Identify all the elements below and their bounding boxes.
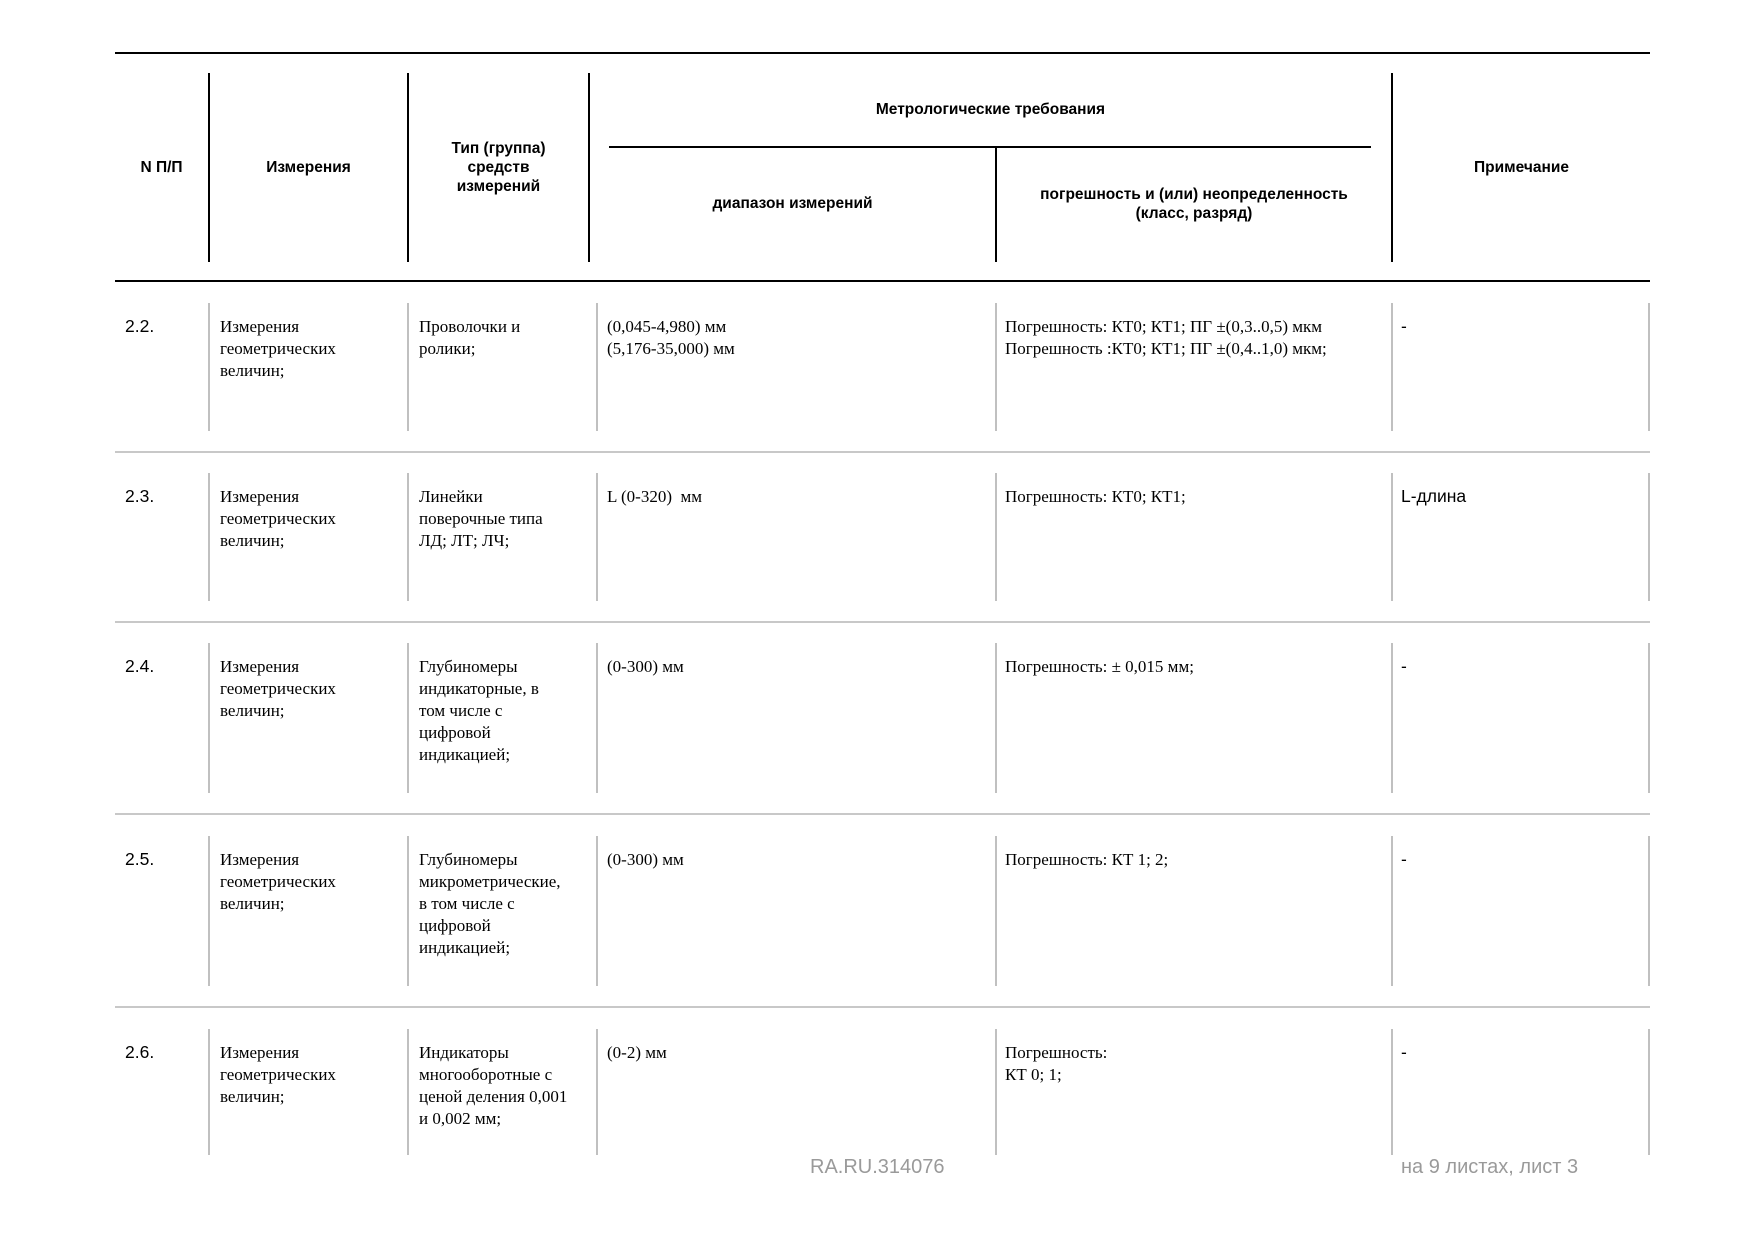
- row-type: Линейки поверочные типа ЛД; ЛТ; ЛЧ;: [419, 487, 543, 550]
- row-divider: [208, 836, 210, 986]
- row-divider: [995, 1029, 997, 1155]
- footer-page-info: на 9 листах, лист 3: [1401, 1156, 1579, 1178]
- row-error: Погрешность: КТ 1; 2;: [1005, 850, 1169, 869]
- row-divider: [208, 1029, 210, 1155]
- row-divider: [1648, 836, 1650, 986]
- row-error: Погрешность: ± 0,015 мм;: [1005, 657, 1194, 676]
- header-col-note: Примечание: [1474, 159, 1569, 176]
- header-col-type: Тип (группа) средств измерений: [451, 140, 546, 195]
- row-divider: [1648, 473, 1650, 601]
- header-col-error: погрешность и (или) неопределенность (класс, разряд): [1040, 186, 1348, 222]
- row-measurement: Измерения геометрических величин;: [220, 487, 336, 550]
- row-range: (0-300) мм: [607, 850, 684, 869]
- footer-accreditation-number: RA.RU.314076: [810, 1156, 945, 1178]
- row-type: Индикаторы многооборотные с ценой деления 0,001 и 0,002 мм;: [419, 1043, 568, 1128]
- row-divider: [995, 473, 997, 601]
- metro-subheader-rule: [609, 146, 1371, 148]
- header-col-measurements: Измерения: [266, 159, 351, 176]
- row-range: L (0-320) мм: [607, 487, 703, 506]
- row-divider: [995, 836, 997, 986]
- row-number: 2.4.: [125, 656, 155, 676]
- table-top-rule: [115, 52, 1650, 54]
- header-bottom-rule: [115, 280, 1650, 282]
- row-divider: [995, 303, 997, 431]
- row-error: Погрешность: КТ0; КТ1; ПГ ±(0,3..0,5) мкм Погрешность :КТ0; КТ1; ПГ ±(0,4..1,0) мкм;: [1005, 317, 1327, 358]
- row-separator: [115, 451, 1650, 453]
- row-divider: [208, 303, 210, 431]
- row-number: 2.6.: [125, 1042, 155, 1062]
- row-divider: [995, 643, 997, 793]
- row-separator: [115, 813, 1650, 815]
- row-divider: [1648, 1029, 1650, 1155]
- row-divider: [596, 303, 598, 431]
- row-divider: [596, 836, 598, 986]
- row-divider: [407, 303, 409, 431]
- row-error: Погрешность: КТ 0; 1;: [1005, 1043, 1108, 1084]
- row-divider: [407, 836, 409, 986]
- row-note: -: [1401, 656, 1407, 676]
- row-note: -: [1401, 316, 1407, 336]
- row-divider: [407, 1029, 409, 1155]
- header-col-range: диапазон измерений: [712, 195, 873, 212]
- row-number: 2.2.: [125, 316, 155, 336]
- row-measurement: Измерения геометрических величин;: [220, 657, 336, 720]
- row-divider: [208, 643, 210, 793]
- row-range: (0-300) мм: [607, 657, 684, 676]
- row-divider: [596, 473, 598, 601]
- row-range: (0-2) мм: [607, 1043, 667, 1062]
- row-divider: [407, 643, 409, 793]
- row-measurement: Измерения геометрических величин;: [220, 317, 336, 380]
- row-divider: [407, 473, 409, 601]
- row-divider: [1648, 303, 1650, 431]
- row-separator: [115, 1006, 1650, 1008]
- row-number: 2.3.: [125, 486, 155, 506]
- row-range: (0,045-4,980) мм (5,176-35,000) мм: [607, 317, 735, 358]
- row-divider: [1391, 473, 1393, 601]
- row-divider: [596, 1029, 598, 1155]
- row-separator: [115, 621, 1650, 623]
- row-divider: [1391, 836, 1393, 986]
- row-type: Проволочки и ролики;: [419, 317, 521, 358]
- row-measurement: Измерения геометрических величин;: [220, 850, 336, 913]
- row-divider: [1648, 643, 1650, 793]
- row-error: Погрешность: КТ0; КТ1;: [1005, 487, 1186, 506]
- row-divider: [1391, 643, 1393, 793]
- header-col-num: N П/П: [140, 159, 183, 176]
- header-col-metro: Метрологические требования: [875, 101, 1106, 118]
- row-type: Глубиномеры индикаторные, в том числе с цифровой индикацией;: [419, 657, 539, 764]
- row-measurement: Измерения геометрических величин;: [220, 1043, 336, 1106]
- row-note: -: [1401, 1042, 1407, 1062]
- row-note: -: [1401, 849, 1407, 869]
- row-divider: [596, 643, 598, 793]
- row-divider: [1391, 1029, 1393, 1155]
- row-number: 2.5.: [125, 849, 155, 869]
- row-type: Глубиномеры микрометрические, в том числе с цифровой индикацией;: [419, 850, 561, 957]
- row-note: L-длина: [1401, 486, 1467, 506]
- row-divider: [208, 473, 210, 601]
- row-divider: [1391, 303, 1393, 431]
